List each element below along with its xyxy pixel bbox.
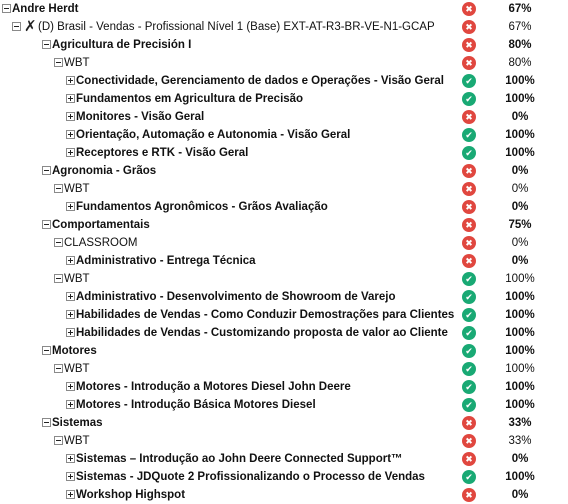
completion-percent: 75% bbox=[508, 219, 532, 231]
check-circle-icon: ✔ bbox=[462, 380, 476, 394]
completion-percent: 100% bbox=[505, 273, 535, 285]
collapse-toggle-icon[interactable] bbox=[54, 436, 63, 445]
tree-row-wbt[interactable] bbox=[0, 270, 568, 288]
completion-percent: 67% bbox=[508, 21, 532, 33]
completion-percent: 100% bbox=[505, 291, 535, 303]
check-circle-icon: ✔ bbox=[462, 344, 476, 358]
row-label: Comportamentais bbox=[52, 219, 150, 231]
expand-toggle-icon[interactable] bbox=[66, 328, 75, 337]
row-label: WBT bbox=[64, 363, 90, 375]
expand-toggle-icon[interactable] bbox=[66, 382, 75, 391]
x-circle-icon: ✖ bbox=[462, 218, 476, 232]
tree-row-sistemas[interactable] bbox=[0, 414, 568, 432]
completion-percent: 100% bbox=[505, 129, 535, 141]
row-label: Administrativo - Desenvolvimento de Showroom de Varejo bbox=[76, 291, 396, 303]
x-circle-icon: ✖ bbox=[462, 38, 476, 52]
row-label: Habilidades de Vendas - Como Conduzir Demostrações para Clientes bbox=[76, 309, 455, 321]
expand-toggle-icon[interactable] bbox=[66, 310, 75, 319]
row-label: Fundamentos em Agricultura de Precisão bbox=[76, 93, 304, 105]
x-circle-icon: ✖ bbox=[462, 434, 476, 448]
tree-row-workshop-highspot[interactable] bbox=[0, 486, 568, 504]
x-circle-icon: ✖ bbox=[462, 2, 476, 16]
tree-row-wbt[interactable] bbox=[0, 180, 568, 198]
completion-percent: 0% bbox=[511, 111, 529, 123]
tree-row-fundamentos-agronomicos-graos-avaliacao[interactable] bbox=[0, 198, 568, 216]
expand-toggle-icon[interactable] bbox=[66, 94, 75, 103]
row-label: Agronomia - Grãos bbox=[52, 165, 157, 177]
completion-percent: 100% bbox=[505, 471, 535, 483]
completion-percent: 100% bbox=[505, 93, 535, 105]
row-label: Sistemas – Introdução ao John Deere Connected Support™ bbox=[76, 453, 403, 465]
x-circle-icon: ✖ bbox=[462, 20, 476, 34]
collapse-toggle-icon[interactable] bbox=[42, 418, 51, 427]
x-circle-icon: ✖ bbox=[462, 200, 476, 214]
x-circle-icon: ✖ bbox=[462, 254, 476, 268]
tree-row-classroom[interactable] bbox=[0, 234, 568, 252]
tree-row-wbt[interactable] bbox=[0, 54, 568, 72]
check-circle-icon: ✔ bbox=[462, 308, 476, 322]
tree-row-wbt[interactable] bbox=[0, 360, 568, 378]
row-label: WBT bbox=[64, 183, 90, 195]
collapse-toggle-icon[interactable] bbox=[54, 58, 63, 67]
check-circle-icon: ✔ bbox=[462, 290, 476, 304]
completion-percent: 80% bbox=[508, 39, 532, 51]
completion-percent: 0% bbox=[511, 201, 529, 213]
collapse-toggle-icon[interactable] bbox=[42, 166, 51, 175]
tree-row-motores[interactable] bbox=[0, 342, 568, 360]
completion-percent: 0% bbox=[511, 489, 529, 501]
completion-percent: 33% bbox=[508, 435, 532, 447]
row-label: (D) Brasil - Vendas - Profissional Nível 1 (Base) EXT-AT-R3-BR-VE-N1-GCAP bbox=[38, 21, 435, 33]
collapse-toggle-icon[interactable] bbox=[54, 238, 63, 247]
row-label: Orientação, Automação e Autonomia - Visão Geral bbox=[76, 129, 351, 141]
tree-row-agricultura-de-precision-i[interactable] bbox=[0, 36, 568, 54]
tree-row-conectividade-gerenciamento-de-dados-e-o[interactable] bbox=[0, 72, 568, 90]
tree-row-orientacao-automacao-e-autonomia-visao-g[interactable] bbox=[0, 126, 568, 144]
row-label: Sistemas bbox=[52, 417, 103, 429]
tree-row-habilidades-de-vendas-customizando-propo[interactable] bbox=[0, 324, 568, 342]
check-circle-icon: ✔ bbox=[462, 146, 476, 160]
row-label: Habilidades de Vendas - Customizando proposta de valor ao Cliente bbox=[76, 327, 448, 339]
completion-percent: 100% bbox=[505, 399, 535, 411]
completion-percent: 80% bbox=[508, 57, 532, 69]
completion-percent: 100% bbox=[505, 327, 535, 339]
check-circle-icon: ✔ bbox=[462, 326, 476, 340]
row-label: WBT bbox=[64, 435, 90, 447]
x-circle-icon: ✖ bbox=[462, 56, 476, 70]
tree-row-agronomia-graos[interactable] bbox=[0, 162, 568, 180]
tree-row-monitores-visao-geral[interactable] bbox=[0, 108, 568, 126]
check-circle-icon: ✔ bbox=[462, 128, 476, 142]
expand-toggle-icon[interactable] bbox=[66, 202, 75, 211]
row-label: Motores - Introdução a Motores Diesel John Deere bbox=[76, 381, 351, 393]
collapse-toggle-icon[interactable] bbox=[54, 184, 63, 193]
completion-percent: 0% bbox=[511, 255, 529, 267]
tree-row-comportamentais[interactable] bbox=[0, 216, 568, 234]
completion-percent: 100% bbox=[505, 345, 535, 357]
tree-row-sistemas-introducao-ao-john-deere-connec[interactable] bbox=[0, 450, 568, 468]
x-circle-icon: ✖ bbox=[462, 236, 476, 250]
check-circle-icon: ✔ bbox=[462, 398, 476, 412]
row-label: Workshop Highspot bbox=[76, 489, 186, 501]
check-circle-icon: ✔ bbox=[462, 74, 476, 88]
row-label: Motores - Introdução Básica Motores Diesel bbox=[76, 399, 316, 411]
expand-toggle-icon[interactable] bbox=[66, 256, 75, 265]
expand-toggle-icon[interactable] bbox=[66, 454, 75, 463]
row-label: CLASSROOM bbox=[64, 237, 138, 249]
row-label: Monitores - Visão Geral bbox=[76, 111, 205, 123]
tree-row-sistemas-jdquote-2-profissionalizando-o-[interactable] bbox=[0, 468, 568, 486]
row-label: Conectividade, Gerenciamento de dados e Operações - Visão Geral bbox=[76, 75, 444, 87]
collapse-toggle-icon[interactable] bbox=[12, 22, 21, 31]
row-label: WBT bbox=[64, 57, 90, 69]
row-label: Motores bbox=[52, 345, 97, 357]
collapse-toggle-icon[interactable] bbox=[54, 364, 63, 373]
tree-row-andre-herdt[interactable] bbox=[0, 0, 568, 18]
expand-toggle-icon[interactable] bbox=[66, 112, 75, 121]
completion-percent: 0% bbox=[511, 165, 529, 177]
row-label: Receptores e RTK - Visão Geral bbox=[76, 147, 249, 159]
tree-row-administrativo-desenvolvimento-de-showro[interactable] bbox=[0, 288, 568, 306]
tree-row-fundamentos-em-agricultura-de-precisao[interactable] bbox=[0, 90, 568, 108]
x-circle-icon: ✖ bbox=[462, 452, 476, 466]
completion-percent: 0% bbox=[511, 453, 529, 465]
completion-percent: 0% bbox=[511, 237, 529, 249]
completion-percent: 0% bbox=[511, 183, 529, 195]
row-label: Fundamentos Agronômicos - Grãos Avaliação bbox=[76, 201, 328, 213]
collapse-toggle-icon[interactable] bbox=[42, 40, 51, 49]
expand-toggle-icon[interactable] bbox=[66, 490, 75, 499]
row-label: Andre Herdt bbox=[12, 3, 79, 15]
tree-row-wbt[interactable] bbox=[0, 432, 568, 450]
x-circle-icon: ✖ bbox=[462, 182, 476, 196]
x-mark-icon: ✗ bbox=[24, 18, 37, 35]
expand-toggle-icon[interactable] bbox=[66, 76, 75, 85]
expand-toggle-icon[interactable] bbox=[66, 130, 75, 139]
tree-row-d-brasil-vendas-profissional-nivel-1-bas[interactable] bbox=[0, 18, 568, 36]
collapse-toggle-icon[interactable] bbox=[42, 220, 51, 229]
collapse-toggle-icon[interactable] bbox=[42, 346, 51, 355]
completion-percent: 100% bbox=[505, 147, 535, 159]
completion-percent: 100% bbox=[505, 381, 535, 393]
tree-row-habilidades-de-vendas-como-conduzir-demo[interactable] bbox=[0, 306, 568, 324]
completion-percent: 100% bbox=[505, 363, 535, 375]
completion-percent: 33% bbox=[508, 417, 532, 429]
collapse-toggle-icon[interactable] bbox=[2, 4, 11, 13]
expand-toggle-icon[interactable] bbox=[66, 148, 75, 157]
row-label: Sistemas - JDQuote 2 Profissionalizando o Processo de Vendas bbox=[76, 471, 425, 483]
tree-row-motores-introducao-a-motores-diesel-john[interactable] bbox=[0, 378, 568, 396]
expand-toggle-icon[interactable] bbox=[66, 472, 75, 481]
completion-percent: 67% bbox=[508, 3, 532, 15]
completion-percent: 100% bbox=[505, 75, 535, 87]
tree-row-administrativo-entrega-tecnica[interactable] bbox=[0, 252, 568, 270]
check-circle-icon: ✔ bbox=[462, 470, 476, 484]
tree-row-motores-introducao-basica-motores-diesel[interactable] bbox=[0, 396, 568, 414]
row-label: Agricultura de Precisión I bbox=[52, 39, 192, 51]
completion-percent: 100% bbox=[505, 309, 535, 321]
x-circle-icon: ✖ bbox=[462, 416, 476, 430]
expand-toggle-icon[interactable] bbox=[66, 400, 75, 409]
x-circle-icon: ✖ bbox=[462, 110, 476, 124]
check-circle-icon: ✔ bbox=[462, 92, 476, 106]
check-circle-icon: ✔ bbox=[462, 272, 476, 286]
collapse-toggle-icon[interactable] bbox=[54, 274, 63, 283]
x-circle-icon: ✖ bbox=[462, 164, 476, 178]
row-label: Administrativo - Entrega Técnica bbox=[76, 255, 256, 267]
x-circle-icon: ✖ bbox=[462, 488, 476, 502]
row-label: WBT bbox=[64, 273, 90, 285]
check-circle-icon: ✔ bbox=[462, 362, 476, 376]
tree-row-receptores-e-rtk-visao-geral[interactable] bbox=[0, 144, 568, 162]
expand-toggle-icon[interactable] bbox=[66, 292, 75, 301]
